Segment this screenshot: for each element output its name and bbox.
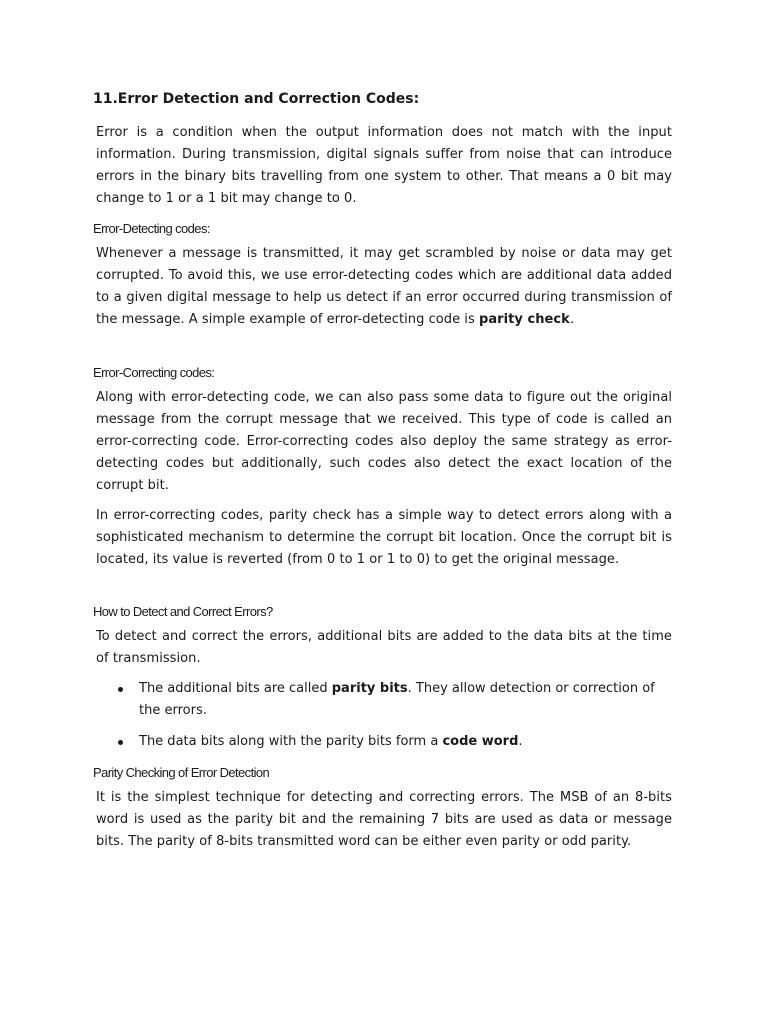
detecting-text-end: . xyxy=(569,312,575,327)
intro-paragraph: Error is a condition when the output information does not match with the input information. During transmission, digital signals suffer from noise that can introduce errors in the binary bits travelling from one system to other. That means a 0 bit may change to 1 or a 1 bit may change to 0. xyxy=(96,125,672,206)
parity-heading: Parity Checking of Error Detection xyxy=(93,765,270,780)
bullet-text-end: . They allow detection or correction of the errors. xyxy=(139,681,655,718)
bullet-text: The additional bits are called xyxy=(139,681,332,696)
parity-paragraph: It is the simplest technique for detecting and correcting errors. The MSB of an 8-bits word is used as the parity bit and the remaining 7 bits are used as data or message bits. The parity of 8-bits transmitted word can be either even parity or odd parity. xyxy=(96,790,672,849)
detecting-text: Whenever a message is transmitted, it may get scrambled by noise or data may get corrupted. To avoid this, we use error-detecting codes which are additional data added to a given digital message to help us detect if an error occurred during transmission of the message. A simple example of error-detecting code is xyxy=(96,246,672,327)
correcting-heading: Error-Correcting codes: xyxy=(93,365,215,380)
how-paragraph: To detect and correct the errors, additional bits are added to the data bits at the time of transmission. xyxy=(96,629,672,666)
detecting-heading: Error-Detecting codes: xyxy=(93,221,210,236)
how-heading: How to Detect and Correct Errors? xyxy=(93,604,273,619)
parity-bullet-list xyxy=(96,678,672,753)
detecting-paragraph xyxy=(96,243,672,331)
list-item xyxy=(96,678,672,722)
bullet-text-end: . xyxy=(518,734,523,749)
list-item xyxy=(96,731,672,753)
bullet-icon xyxy=(118,740,123,745)
correcting-paragraph-1: Along with error-detecting code, we can also pass some data to figure out the original message from the corrupt message that we received. This type of code is called an error-correcting code. Error-correcting codes also deploy the same strategy as error-detecting codes but additionally, such codes also detect the exact location of the corrupt bit. xyxy=(96,390,672,493)
code-word-term: code word xyxy=(442,734,519,749)
parity-check-term: parity check xyxy=(478,312,570,327)
parity-bits-term: parity bits xyxy=(331,681,408,696)
bullet-text: The data bits along with the parity bits form a xyxy=(139,734,443,749)
bullet-icon xyxy=(118,687,123,692)
correcting-paragraph-2: In error-correcting codes, parity check has a simple way to detect errors along with a sophisticated mechanism to determine the corrupt bit location. Once the corrupt bit is located, its value is reverted (from 0 to 1 or 1 to 0) to get the original message. xyxy=(96,508,672,567)
page-title: 11.Error Detection and Correction Codes: xyxy=(93,91,420,107)
